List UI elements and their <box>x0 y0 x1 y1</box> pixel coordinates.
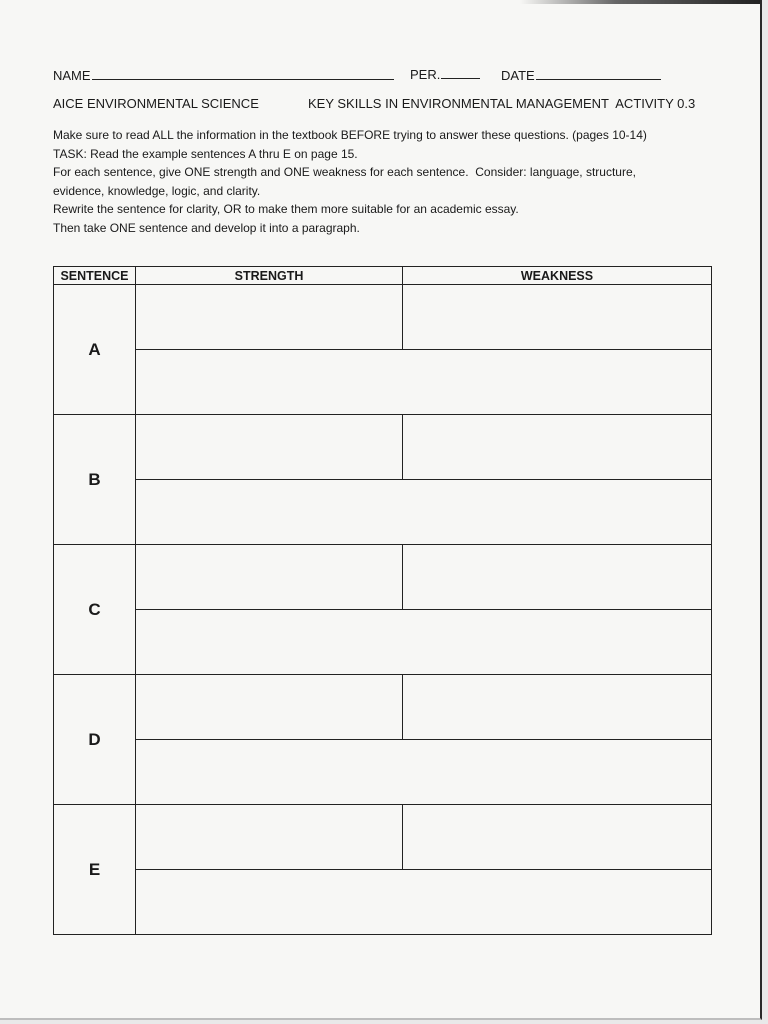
rewrite-cell[interactable] <box>136 610 712 675</box>
strength-cell[interactable] <box>136 805 403 870</box>
instruction-line: For each sentence, give ONE strength and ONE weakness for each sentence. Consider: language, structure, <box>53 165 636 179</box>
date-label: DATE <box>501 68 535 83</box>
sentence-letter: E <box>54 805 136 935</box>
name-field <box>53 67 394 83</box>
instruction-line: evidence, knowledge, logic, and clarity. <box>53 183 261 198</box>
weakness-cell[interactable] <box>403 545 712 610</box>
table-row-e <box>54 805 712 870</box>
table-row-c <box>54 545 712 610</box>
sentence-letter: D <box>54 675 136 805</box>
name-label: NAME <box>53 68 91 83</box>
sentence-letter: C <box>54 545 136 675</box>
header-strength: STRENGTH <box>136 267 403 285</box>
sentence-letter: B <box>54 415 136 545</box>
instruction-line: Rewrite the sentence for clarity, OR to make them more suitable for an academic essay. <box>53 202 519 216</box>
instruction-line: TASK: Read the example sentences A thru E on page 15. <box>53 146 358 161</box>
name-blank[interactable] <box>92 67 394 80</box>
rewrite-cell[interactable] <box>136 350 712 415</box>
strength-cell[interactable] <box>136 545 403 610</box>
instruction-line: Make sure to read ALL the information in the textbook BEFORE trying to answer these questions. (pages 10-14) <box>53 128 647 142</box>
table-row-b <box>54 415 712 480</box>
course-title: AICE ENVIRONMENTAL SCIENCE <box>53 96 259 111</box>
weakness-cell[interactable] <box>403 285 712 350</box>
header-sentence: SENTENCE <box>54 267 136 285</box>
per-field <box>410 66 480 82</box>
per-label: PER. <box>410 67 441 82</box>
table-row-a-rewrite <box>54 350 712 415</box>
sentence-letter: A <box>54 285 136 415</box>
sentence-table <box>53 266 712 935</box>
activity-title: KEY SKILLS IN ENVIRONMENTAL MANAGEMENT ACTIVITY 0.3 <box>308 96 696 111</box>
table-header-row <box>54 267 712 285</box>
strength-cell[interactable] <box>136 675 403 740</box>
table-row-b-rewrite <box>54 480 712 545</box>
rewrite-cell[interactable] <box>136 870 712 935</box>
instruction-line: Then take ONE sentence and develop it into a paragraph. <box>53 220 360 235</box>
weakness-cell[interactable] <box>403 675 712 740</box>
strength-cell[interactable] <box>136 285 403 350</box>
rewrite-cell[interactable] <box>136 480 712 545</box>
table-row-a <box>54 285 712 350</box>
header-weakness: WEAKNESS <box>403 267 712 285</box>
rewrite-cell[interactable] <box>136 740 712 805</box>
table-row-e-rewrite <box>54 870 712 935</box>
per-blank[interactable] <box>441 66 480 79</box>
instructions <box>53 126 713 237</box>
scan-edge <box>520 0 760 4</box>
table-row-d-rewrite <box>54 740 712 805</box>
date-blank[interactable] <box>536 67 661 80</box>
table-row-c-rewrite <box>54 610 712 675</box>
weakness-cell[interactable] <box>403 415 712 480</box>
table-row-d <box>54 675 712 740</box>
date-field <box>501 67 661 83</box>
weakness-cell[interactable] <box>403 805 712 870</box>
strength-cell[interactable] <box>136 415 403 480</box>
